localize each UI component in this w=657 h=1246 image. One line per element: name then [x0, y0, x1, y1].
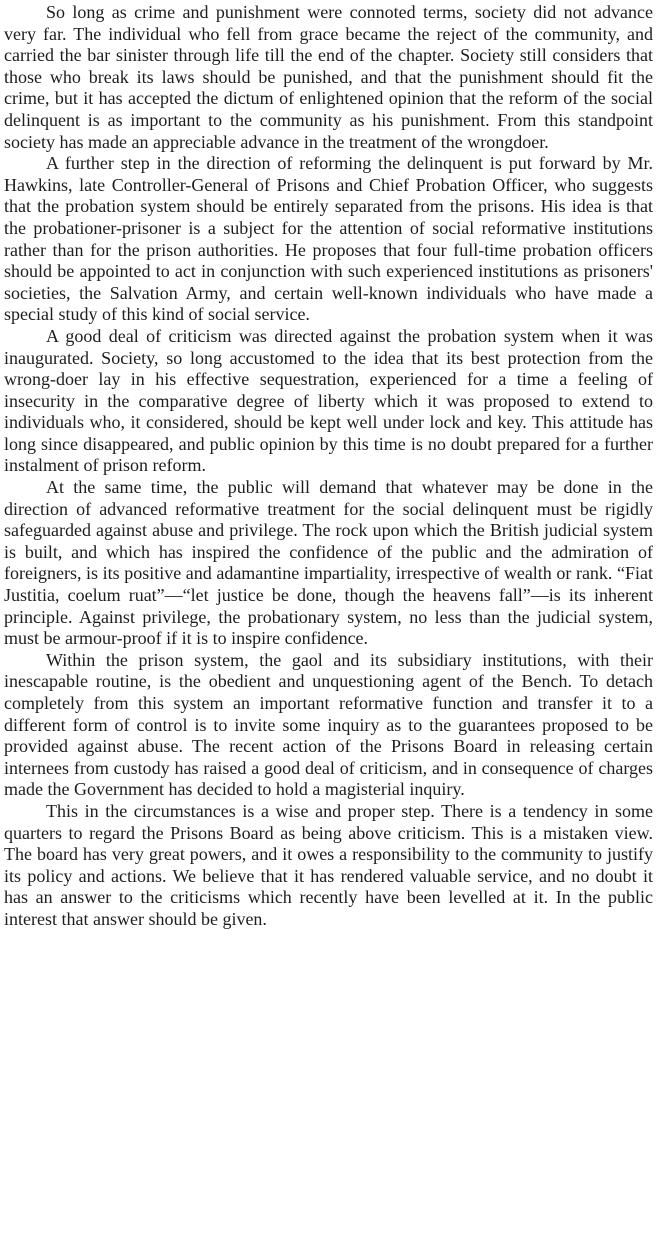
paragraph-inquiry: This in the circumstances is a wise and proper step. There is a tendency in some quarters to regard the Prisons Board as being above criticism. This is a mistaken view. The board has very great powers, and it owes a responsibility to the community to justify its policy and actions. We believe that it has rendered valuable service, and no doubt it has an answer to the criticisms which recently have been levelled at it. In the public interest that answer should be given. — [4, 800, 653, 929]
paragraph-prison-system: Within the prison system, the gaol and its subsidiary institutions, with their inescapable routine, is the obedient and unquestioning agent of the Bench. To detach completely from this system an important reformative function and transfer it to a different form of control is to invite some inquiry as to the guarantees proposed to be provided against abuse. The recent action of the Prisons Board in releasing certain internees from custody has raised a good deal of criticism, and in consequence of charges made the Government has decided to hold a magisterial inquiry. — [4, 649, 653, 800]
paragraph-criticism-of-probation: A good deal of criticism was directed against the probation system when it was inaugurated. Society, so long accustomed to the idea that its best protection from the wrong-doer lay in his effective sequestration, experienced for a time a feeling of insecurity in the comparative degree of liberty which it was proposed to extend to individuals who, it considered, should be kept well under lock and key. This attitude has long since disappeared, and public opinion by this time is no doubt prepared for a further instalment of prison reform. — [4, 325, 653, 476]
paragraph-safeguards: At the same time, the public will demand that whatever may be done in the direction of advanced reformative treatment for the social delinquent must be rigidly safeguarded against abuse and privilege. The rock upon which the British judicial system is built, and which has inspired the confidence of the public and the admiration of foreigners, is its positive and adamantine impartiality, irrespective of wealth or rank. “Fiat Justitia, coelum ruat”—“let justice be done, though the heavens fall”—is its inherent principle. Against privilege, the probationary system, no less than the judicial system, must be armour-proof if it is to inspire confidence. — [4, 477, 653, 649]
paragraph-crime-and-punishment: So long as crime and punishment were connoted terms, society did not advance very far. The individual who fell from grace became the reject of the community, and carried the bar sinister through life till the end of the chapter. Society still considers that those who break its laws should be punished, and that the punishment should fit the crime, but it has accepted the dictum of enlightened opinion that the reform of the social delinquent is as important to the community as his punishment. From this standpoint society has made an appreciable advance in the treatment of the wrongdoer. — [4, 2, 653, 152]
article-column — [4, 2, 653, 931]
paragraph-probation-proposal: A further step in the direction of reforming the delinquent is put forward by Mr. Hawkins, late Controller-General of Prisons and Chief Probation Officer, who suggests that the probation system should be entirely separated from the prisons. His idea is that the probationer-prisoner is a subject for the attention of social reformative institutions rather than for the prison authorities. He proposes that four full-time probation officers should be appointed to act in conjunction with such experienced institutions as prisoners' societies, the Salvation Army, and certain well-known individuals who have made a special study of this kind of social service. — [4, 153, 653, 325]
